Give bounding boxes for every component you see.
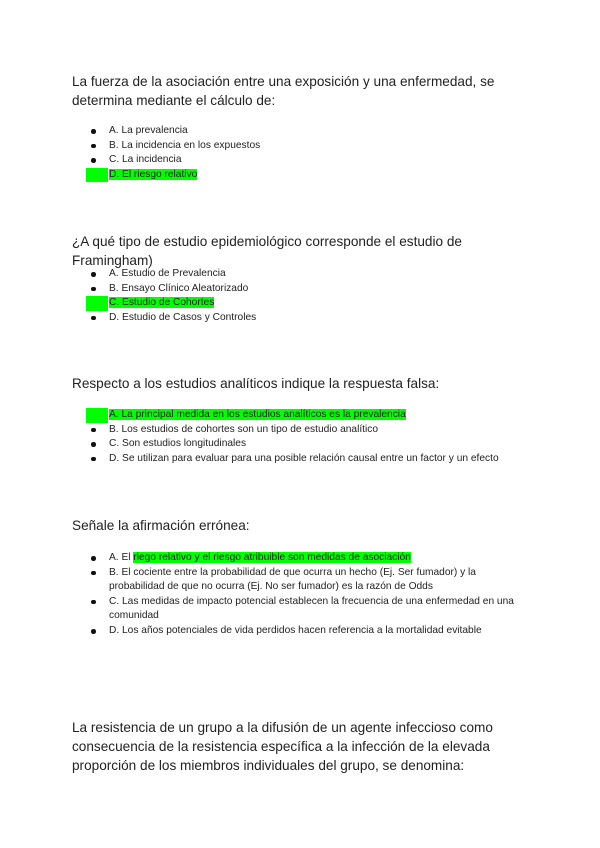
list-item: A. Estudio de Prevalencia	[72, 267, 532, 282]
list-item: B. La incidencia en los expuestos	[72, 139, 532, 154]
list-item: C. Son estudios longitudinales	[72, 437, 532, 452]
list-item: D. Los años potenciales de vida perdidos hacen referencia a la mortalidad evitable	[72, 624, 532, 639]
list-item: B. Los estudios de cohortes son un tipo de estudio analítico	[72, 423, 532, 438]
list-item: D. Estudio de Casos y Controles	[72, 311, 532, 326]
question-2-text: ¿A qué tipo de estudio epidemiológico corresponde el estudio de Framingham)	[72, 234, 462, 268]
question-1-text: La fuerza de la asociación entre una exposición y una enfermedad, se determina mediante el cálculo de:	[72, 74, 495, 108]
question-3-text: Respecto a los estudios analíticos indique la respuesta falsa:	[72, 376, 440, 391]
highlight-bar	[86, 296, 108, 311]
list-item-highlighted: C. Estudio de Cohortes	[72, 296, 532, 311]
list-item: C. Las medidas de impacto potencial establecen la frecuencia de una enfermedad en una comunidad	[72, 595, 532, 624]
question-1-options	[72, 124, 532, 182]
list-item: B. El cociente entre la probabilidad de que ocurra un hecho (Ej. Ser fumador) y la probabilidad de que no ocurra (Ej. No ser fumador) es la razón de Odds	[72, 566, 532, 595]
list-item: B. Ensayo Clínico Aleatorizado	[72, 282, 532, 297]
list-item-highlighted: D. El riesgo relativo	[72, 168, 532, 183]
question-4-options	[72, 551, 532, 639]
highlighted-phrase: riego relativo y el riesgo atribuible son medidas de asociación	[133, 552, 411, 563]
list-item: D. Se utilizan para evaluar para una posible relación causal entre un factor y un efecto	[72, 452, 532, 467]
question-5-text: La resistencia de un grupo a la difusión de un agente infeccioso como consecuencia de la resistencia específica a la infección de la elevada proporción de los miembros individuales del grupo, se denomina:	[72, 720, 493, 773]
highlight-bar	[86, 408, 108, 423]
question-4-text: Señale la afirmación errónea:	[72, 518, 250, 533]
list-item: A. La prevalencia	[72, 124, 532, 139]
list-item: C. La incidencia	[72, 153, 532, 168]
highlight-bar	[86, 168, 108, 183]
list-item: A. El riego relativo y el riesgo atribuible son medidas de asociación	[72, 551, 532, 566]
question-3-options	[72, 408, 532, 466]
question-2-options	[72, 267, 532, 325]
list-item-highlighted: A. La principal medida en los estudios analíticos es la prevalencia	[72, 408, 532, 423]
